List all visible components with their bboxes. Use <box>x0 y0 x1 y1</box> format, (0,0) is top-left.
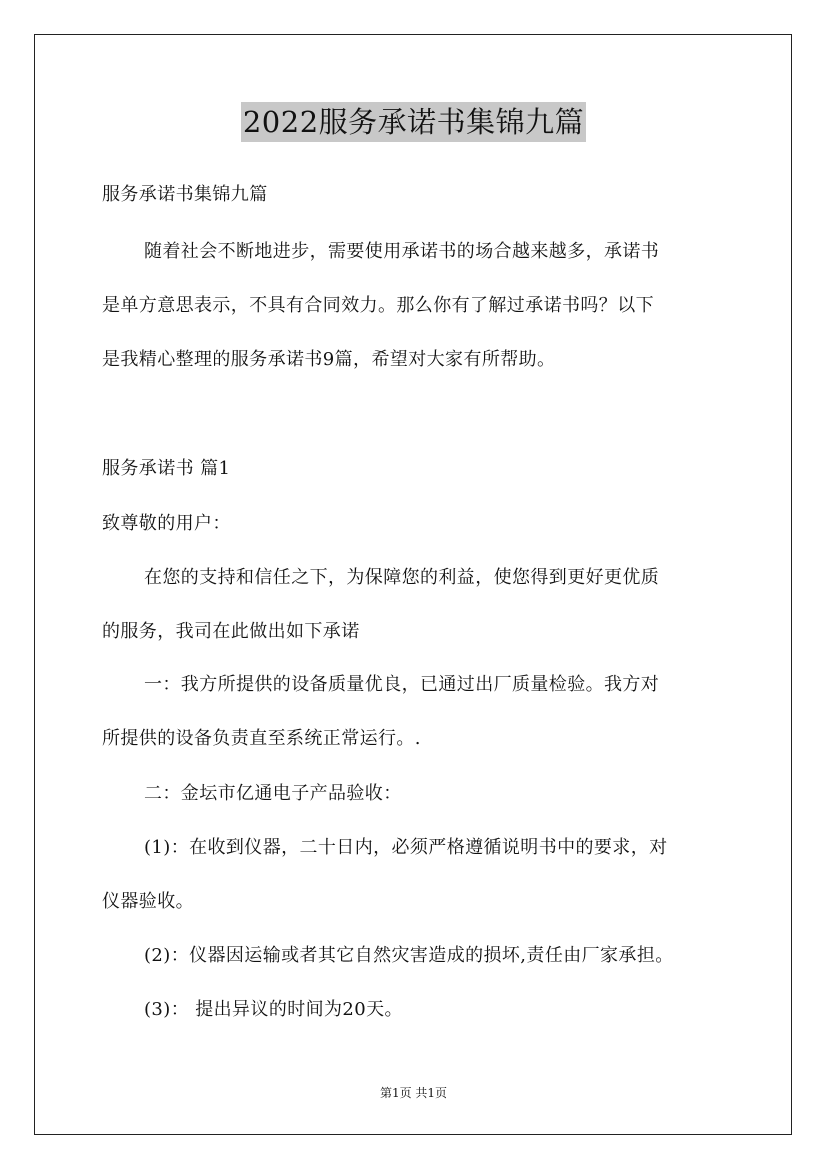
sub1-line-1: (1)：在收到仪器，二十日内，必须严格遵循说明书中的要求，对 <box>144 837 668 858</box>
subtitle: 服务承诺书集锦九篇 <box>102 184 268 205</box>
para1-line-1: 在您的支持和信任之下，为保障您的利益，使您得到更好更优质 <box>144 567 660 588</box>
title-container <box>0 102 827 142</box>
item1-line-1: 一：我方所提供的设备质量优良，已通过出厂质量检验。我方对 <box>144 674 660 695</box>
intro-line-3: 是我精心整理的服务承诺书9篇，希望对大家有所帮助。 <box>102 349 556 370</box>
intro-line-2: 是单方意思表示，不具有合同效力。那么你有了解过承诺书吗？以下 <box>102 295 654 316</box>
item1-line-2: 所提供的设备负责直至系统正常运行。. <box>102 728 421 749</box>
greeting: 致尊敬的用户： <box>102 513 231 534</box>
intro-line-1: 随着社会不断地进步，需要使用承诺书的场合越来越多，承诺书 <box>144 241 660 262</box>
page-footer: 第1页 共1页 <box>379 1086 448 1100</box>
item2: 二：金坛市亿通电子产品验收： <box>144 783 402 804</box>
sub2: (2)：仪器因运输或者其它自然灾害造成的损坏,责任由厂家承担。 <box>144 945 674 966</box>
sub3: (3)： 提出异议的时间为20天。 <box>144 999 403 1020</box>
sub1-line-2: 仪器验收。 <box>102 891 194 912</box>
section-heading: 服务承诺书 篇1 <box>102 458 231 479</box>
document-title: 2022服务承诺书集锦九篇 <box>241 102 586 142</box>
para1-line-2: 的服务，我司在此做出如下承诺 <box>102 621 360 642</box>
